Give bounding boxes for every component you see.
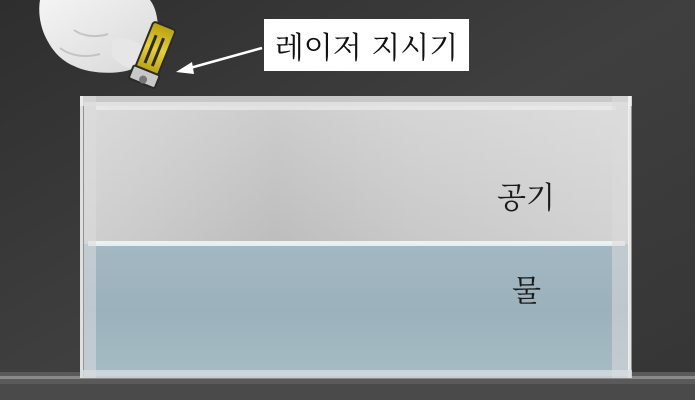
tank-right-edge	[628, 96, 631, 378]
water-surface	[88, 241, 625, 246]
glass-tank	[80, 96, 632, 378]
table-front	[0, 384, 695, 400]
tank-bottom	[80, 370, 632, 378]
tank-left-edge	[80, 96, 83, 378]
tank-air-haze	[84, 102, 629, 244]
tank-water-region	[84, 244, 629, 376]
tank-top-rim	[80, 96, 632, 106]
tank-top-rim-inner	[96, 106, 616, 110]
air-label: 공기	[497, 181, 555, 216]
laser-pointer-callout: 레이저 지시기	[264, 19, 469, 71]
water-label: 물	[512, 274, 541, 309]
